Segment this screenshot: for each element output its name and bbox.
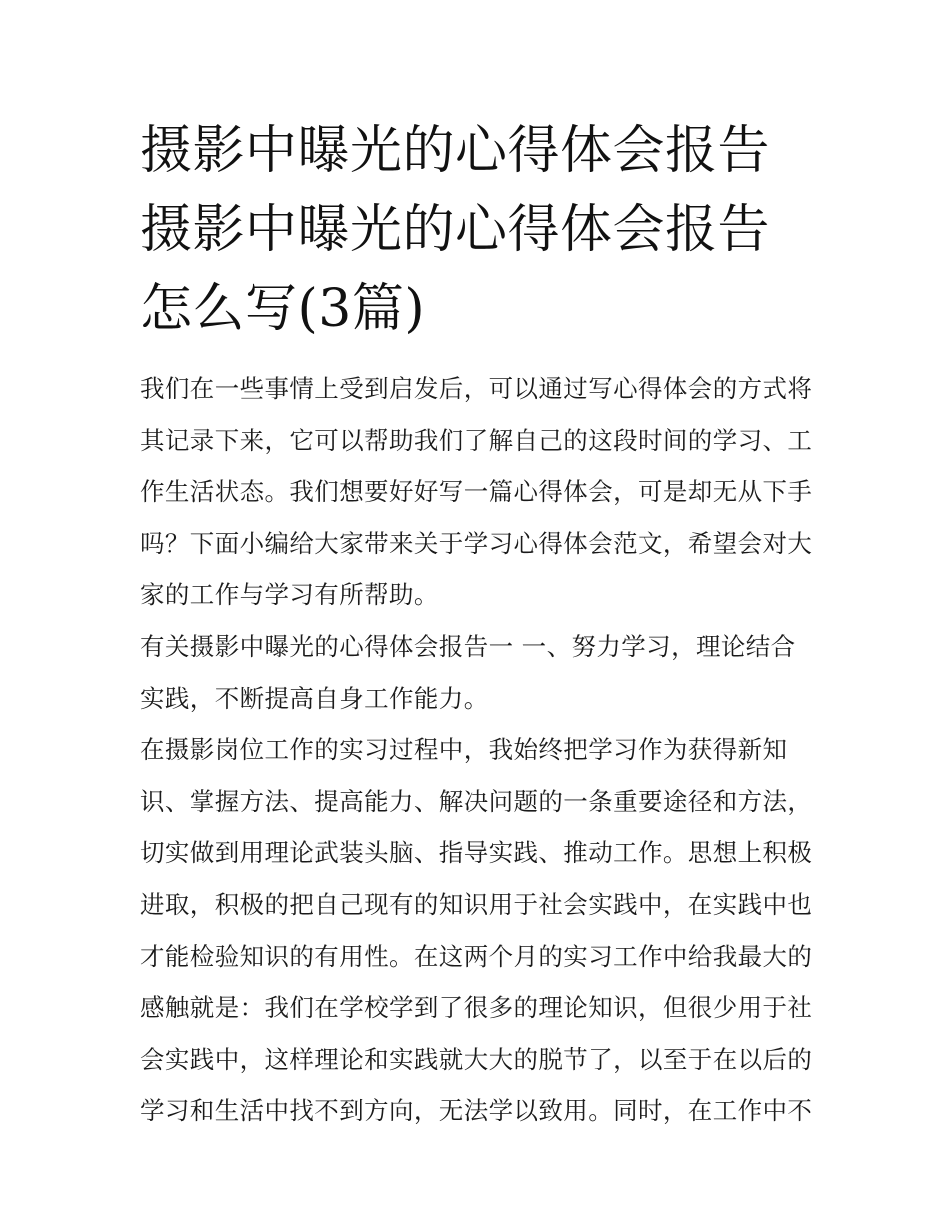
intro-paragraph: 我们在一些事情上受到启发后，可以通过写心得体会的方式将其记录下来，它可以帮助我们了解自己的这段时间的学习、工作生活状态。我们想要好好写一篇心得体会，可是却无从下手吗？下面小编给大家带来关于学习心得体会范文，希望会对大家的工作与学习有所帮助。: [140, 374, 813, 610]
document-title: 摄影中曝光的心得体会报告 摄影中曝光的心得体会报告怎么写(3篇): [140, 121, 771, 339]
document-page: [140, 112, 815, 1137]
section-heading-paragraph: 有关摄影中曝光的心得体会报告一 一、努力学习，理论结合实践，不断提高自身工作能力。: [140, 631, 796, 713]
body-paragraph: 在摄影岗位工作的实习过程中，我始终把学习作为获得新知识、掌握方法、提高能力、解决问题的一条重要途径和方法，切实做到用理论武装头脑、指导实践、推动工作。思想上积极进取，积极的把自己现有的知识用于社会实践中，在实践中也才能检验知识的有用性。在这两个月的实习工作中给我最大的感触就是：我们在学校学到了很多的理论知识，但很少用于社会实践中，这样理论和实践就大大的脱节了，以至于在以后的学习和生活中找不到方向，无法学以致用。同时，在工作中不: [140, 735, 813, 1126]
